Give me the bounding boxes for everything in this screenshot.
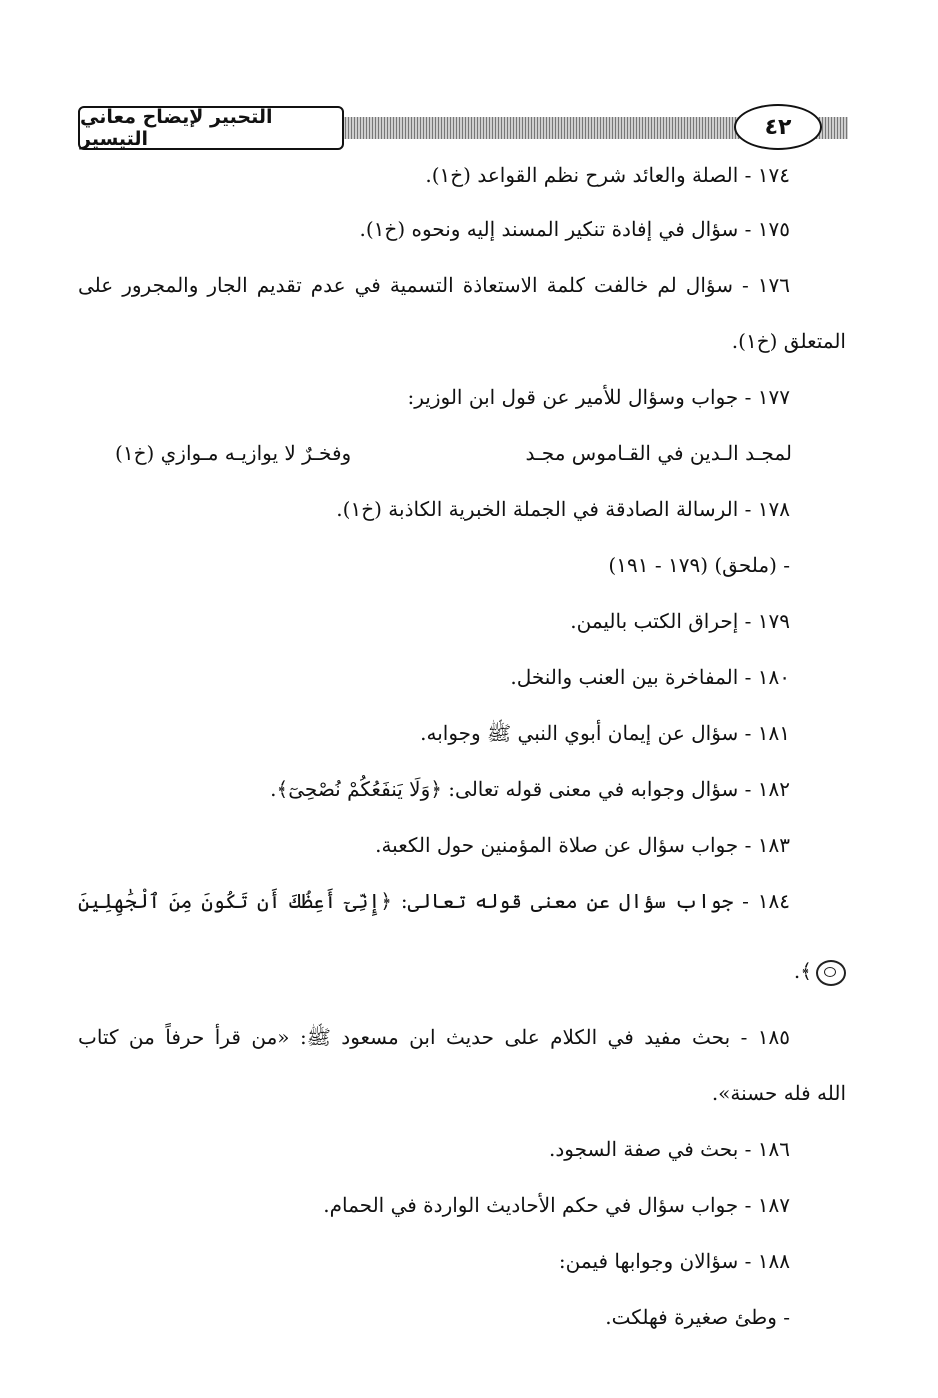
entry-178: ١٧٨ - الرسالة الصادقة في الجملة الخبرية الكاذبة (خ١). [336,497,790,521]
page-number: ٤٢ [734,104,822,150]
entry-188: ١٨٨ - سؤالان وجوابها فيمن: [558,1249,790,1273]
appendix-range: - (ملحق) (١٧٩ - ١٩١) [608,553,790,577]
entry-184-cont [794,956,846,986]
entry-181: ١٨١ - سؤال عن إيمان أبوي النبي ﷺ وجوابه. [420,721,790,745]
entry-175: ١٧٥ - سؤال في إفادة تنكير المسند إليه ونحوه (خ١). [359,217,790,241]
entry-183: ١٨٣ - جواب سؤال عن صلاة المؤمنين حول الكعبة. [375,833,790,857]
page-header [78,99,848,153]
entry-185: ١٨٥ - بحث مفيد في الكلام على حديث ابن مسعود ﷺ: «من قرأ حرفاً من كتاب [78,1025,790,1049]
entry-187: ١٨٧ - جواب سؤال في حكم الأحاديث الواردة في الحمام. [323,1193,790,1217]
entry-180: ١٨٠ - المفاخرة بين العنب والنخل. [510,665,790,689]
running-title: التحبير لإيضاح معاني التيسير [78,106,344,150]
entry-188-sub: - وطئ صغيرة فهلكت. [605,1305,790,1329]
verse-end-ornament [816,960,846,986]
verse-right-hemistich: لمجـد الـدين في القـاموس مجـد [525,441,792,465]
verse-left-hemistich: وفخـرٌ لا يوازيـه مـوازي (خ١) [115,441,352,465]
entry-177: ١٧٧ - جواب وسؤال للأمير عن قول ابن الوزير: [407,385,790,409]
entry-184-cont-text: ﴾. [793,959,812,983]
entry-176: ١٧٦ - سؤال لم خالفت كلمة الاستعاذة التسمية في عدم تقديم الجار والمجرور على [78,273,790,297]
entry-176-cont: المتعلق (خ١). [731,329,846,353]
entry-182: ١٨٢ - سؤال وجوابه في معنى قوله تعالى: ﴿وَلَا يَنفَعُكُمْ نُصْحِىٓ﴾. [270,777,790,801]
entry-174: ١٧٤ - الصلة والعائد شرح نظم القواعد (خ١). [425,163,790,187]
entry-185-cont: الله فله حسنة». [711,1081,846,1105]
entry-184: ١٨٤ - جواب سؤال عن معنى قوله تعالى: ﴿إِنِّىٓ أَعِظُكَ أَن تَكُونَ مِنَ ٱلْجَٰهِلِينَ [78,889,790,913]
entry-179: ١٧٩ - إحراق الكتب باليمن. [570,609,790,633]
entry-186: ١٨٦ - بحث في صفة السجود. [549,1137,790,1161]
